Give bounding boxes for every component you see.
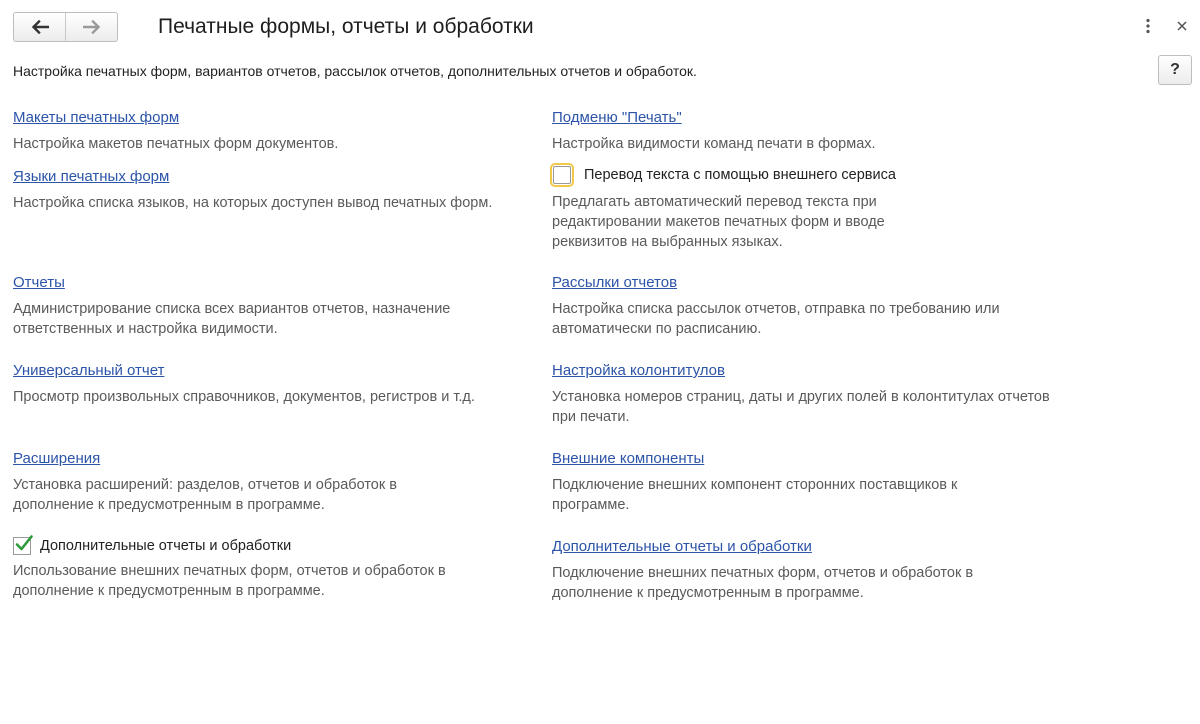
- report-mailings-desc: Настройка списка рассылок отчетов, отправка по требованию или автоматически по расписанию.: [552, 301, 1000, 337]
- headers-footers-section: [552, 361, 1072, 427]
- more-vertical-icon: [1146, 18, 1150, 34]
- reports-link[interactable]: Отчеты: [13, 274, 65, 291]
- print-templates-link[interactable]: Макеты печатных форм: [13, 109, 180, 126]
- additional-reports-desc: Использование внешних печатных форм, отчетов и обработок в дополнение к предусмотренным в программе.: [13, 563, 446, 599]
- additional-reports-toggle[interactable]: [13, 535, 533, 557]
- translation-section: [552, 164, 1072, 252]
- universal-report-link[interactable]: Универсальный отчет: [13, 362, 165, 379]
- extensions-desc: Установка расширений: разделов, отчетов и обработок в дополнение к предусмотренным в программе.: [13, 477, 397, 513]
- print-templates-desc: Настройка макетов печатных форм документов.: [13, 136, 339, 152]
- translation-desc: Предлагать автоматический перевод текста при редактировании макетов печатных форм и вводе реквизитов на выбранных языках.: [552, 194, 885, 250]
- back-button[interactable]: [14, 13, 65, 41]
- report-mailings-link[interactable]: Рассылки отчетов: [552, 274, 678, 291]
- additional-reports-link[interactable]: Дополнительные отчеты и обработки: [552, 538, 812, 555]
- help-button[interactable]: ?: [1158, 55, 1192, 85]
- reports-section: [13, 273, 533, 339]
- print-languages-desc: Настройка списка языков, на которых доступен вывод печатных форм.: [13, 195, 493, 211]
- additional-reports-link-desc: Подключение внешних печатных форм, отчетов и обработок в дополнение к предусмотренным в программе.: [552, 565, 974, 601]
- reports-desc: Администрирование списка всех вариантов отчетов, назначение ответственных и настройка видимости.: [13, 301, 451, 337]
- print-languages-link[interactable]: Языки печатных форм: [13, 168, 170, 185]
- navigation-buttons: [13, 12, 118, 42]
- additional-reports-label: Дополнительные отчеты и обработки: [40, 538, 292, 554]
- headers-footers-desc: Установка номеров страниц, даты и других полей в колонтитулах отчетов при печати.: [552, 389, 1050, 425]
- extensions-section: [13, 449, 533, 515]
- report-mailings-section: [552, 273, 1072, 339]
- translation-checkbox[interactable]: [553, 166, 571, 184]
- close-button[interactable]: [1172, 14, 1192, 38]
- extensions-link[interactable]: Расширения: [13, 450, 101, 467]
- additional-reports-section: [13, 535, 533, 601]
- universal-report-desc: Просмотр произвольных справочников, документов, регистров и т.д.: [13, 389, 475, 405]
- arrow-left-icon: [31, 20, 49, 34]
- more-menu-button[interactable]: [1138, 14, 1158, 38]
- print-submenu-desc: Настройка видимости команд печати в формах.: [552, 136, 876, 152]
- additional-reports-link-section: [552, 537, 1072, 603]
- print-templates-section: [13, 108, 533, 154]
- translation-toggle[interactable]: [552, 164, 1072, 186]
- additional-reports-checkbox[interactable]: [13, 537, 31, 555]
- print-languages-section: [13, 167, 533, 213]
- close-icon: [1177, 21, 1187, 31]
- print-submenu-section: [552, 108, 1072, 154]
- arrow-right-icon: [83, 20, 101, 34]
- page-title: Печатные формы, отчеты и обработки: [158, 15, 534, 38]
- universal-report-section: [13, 361, 533, 407]
- page-subtitle: Настройка печатных форм, вариантов отчетов, рассылок отчетов, дополнительных отчетов и обработок.: [13, 63, 697, 79]
- external-components-link[interactable]: Внешние компоненты: [552, 450, 705, 467]
- headers-footers-link[interactable]: Настройка колонтитулов: [552, 362, 725, 379]
- forward-button[interactable]: [65, 13, 117, 41]
- external-components-section: [552, 449, 1072, 515]
- print-submenu-link[interactable]: Подменю "Печать": [552, 109, 682, 126]
- translation-label: Перевод текста с помощью внешнего сервиса: [584, 167, 896, 183]
- external-components-desc: Подключение внешних компонент сторонних поставщиков к программе.: [552, 477, 958, 513]
- checkmark-icon: [14, 534, 34, 554]
